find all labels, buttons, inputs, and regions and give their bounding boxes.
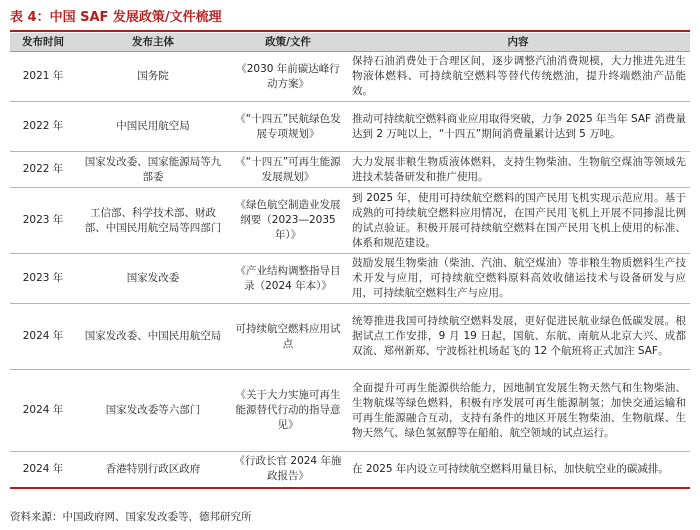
- table-row: [10, 52, 690, 102]
- table-row: [10, 188, 690, 254]
- cell-content: 鼓励发展生物柴油（柴油、汽油、航空煤油）等非粮生物质燃料生产技术开发与应用，可持续航空燃料原料高效收储运技术与设备研发与应用，可持续航空燃料生产与应用。: [346, 254, 690, 304]
- table-row: [10, 152, 690, 188]
- cell-time: 2024 年: [10, 370, 76, 452]
- header-issuer: 发布主体: [76, 33, 230, 52]
- table-header-row: [10, 33, 690, 52]
- cell-content: 在 2025 年内设立可持续航空燃料用量目标，加快航空业的碳减排。: [346, 452, 690, 488]
- header-time: 发布时间: [10, 33, 76, 52]
- table-row: [10, 102, 690, 152]
- header-content: 内容: [346, 33, 690, 52]
- cell-policy: 《产业结构调整指导目录（2024 年本）》: [230, 254, 346, 304]
- table-row: [10, 370, 690, 452]
- header-policy: 政策/文件: [230, 33, 346, 52]
- cell-time: 2021 年: [10, 52, 76, 102]
- cell-content: 统筹推进我国可持续航空燃料发展，更好促进民航业绿色低碳发展。根据试点工作安排，9 月 19 日起，国航、东航、南航从北京大兴、成都双流、郑州新郑、宁波栎社机场起飞的 12 个航班将正式加注 SAF。: [346, 304, 690, 370]
- cell-policy: 《行政长官 2024 年施政报告》: [230, 452, 346, 488]
- table-row: [10, 452, 690, 488]
- cell-issuer: 工信部、科学技术部、财政部、中国民用航空局等四部门: [76, 188, 230, 254]
- cell-content: 到 2025 年，使用可持续航空燃料的国产民用飞机实现示范应用。基于成熟的可持续航空燃料应用情况，在国产民用飞机上开展不同掺混比例的试点验证。积极开展可持续航空燃料在国产民用飞机上使用的标准、体系和规范建设。: [346, 188, 690, 254]
- cell-policy: 《“十四五”民航绿色发展专项规划》: [230, 102, 346, 152]
- cell-issuer: 中国民用航空局: [76, 102, 230, 152]
- table-row: [10, 254, 690, 304]
- cell-time: 2023 年: [10, 188, 76, 254]
- cell-content: 保持石油消费处于合理区间，逐步调整汽油消费规模，大力推进先进生物液体燃料、可持续航空燃料等替代传统燃油，提升终端燃油产品能效。: [346, 52, 690, 102]
- cell-time: 2023 年: [10, 254, 76, 304]
- source-note: 资料来源：中国政府网、国家发改委等，德邦研究所: [10, 511, 252, 523]
- cell-policy: 可持续航空燃料应用试点: [230, 304, 346, 370]
- cell-issuer: 国家发改委、中国民用航空局: [76, 304, 230, 370]
- policy-table: [10, 33, 690, 489]
- cell-content: 全面提升可再生能源供给能力，因地制宜发展生物天然气和生物柴油、生物航煤等绿色燃料，积极有序发展可再生能源制氢；加快交通运输和可再生能源融合互动，支持有条件的地区开展生物柴油、生物航煤、生物天然气、绿色氢氨醇等在船舶、航空领域的试点运行。: [346, 370, 690, 452]
- cell-time: 2022 年: [10, 102, 76, 152]
- cell-content: 大力发展非粮生物质液体燃料，支持生物柴油、生物航空煤油等领域先进技术装备研发和推广使用。: [346, 152, 690, 188]
- cell-issuer: 香港特别行政区政府: [76, 452, 230, 488]
- cell-time: 2022 年: [10, 152, 76, 188]
- cell-content: 推动可持续航空燃料商业应用取得突破，力争 2025 年当年 SAF 消费量达到 2 万吨以上，“十四五”期间消费量累计达到 5 万吨。: [346, 102, 690, 152]
- cell-issuer: 国家发改委、国家能源局等九部委: [76, 152, 230, 188]
- table-title-bar: [10, 6, 690, 32]
- cell-issuer: 国家发改委等六部门: [76, 370, 230, 452]
- cell-policy: 《关于大力实施可再生能源替代行动的指导意见》: [230, 370, 346, 452]
- table-row: [10, 304, 690, 370]
- cell-issuer: 国务院: [76, 52, 230, 102]
- cell-policy: 《“十四五”可再生能源发展规划》: [230, 152, 346, 188]
- cell-policy: 《2030 年前碳达峰行动方案》: [230, 52, 346, 102]
- table-title: 表 4：中国 SAF 发展政策/文件梳理: [10, 10, 222, 25]
- cell-time: 2024 年: [10, 452, 76, 488]
- cell-issuer: 国家发改委: [76, 254, 230, 304]
- cell-policy: 《绿色航空制造业发展纲要（2023—2035 年）》: [230, 188, 346, 254]
- cell-time: 2024 年: [10, 304, 76, 370]
